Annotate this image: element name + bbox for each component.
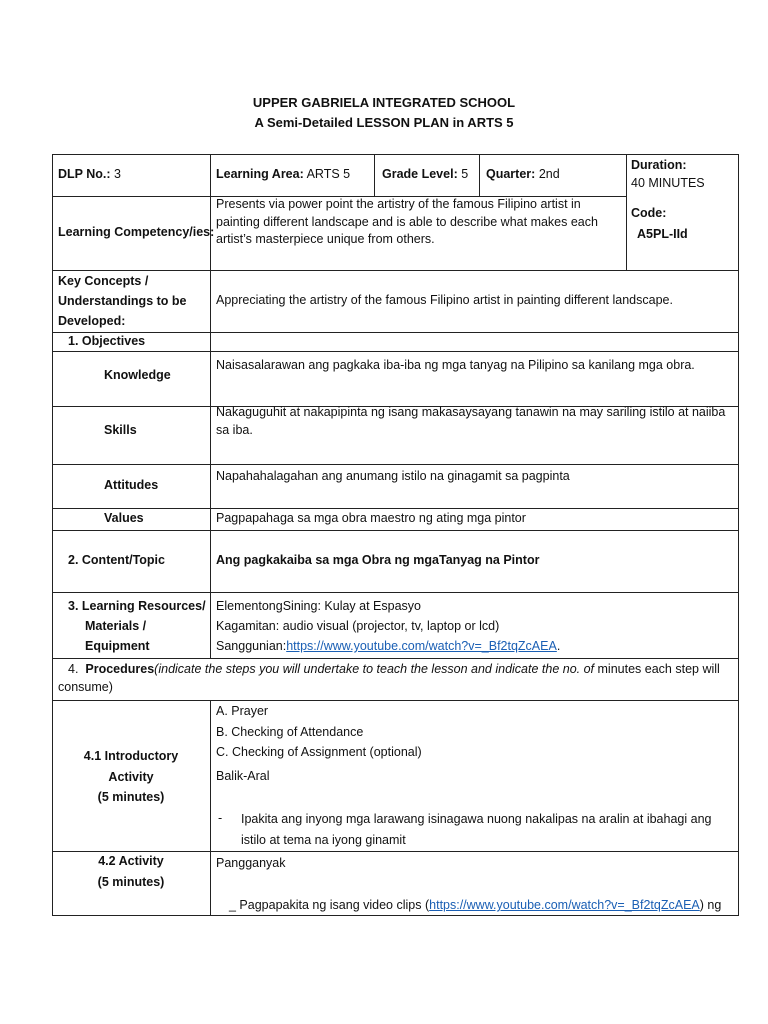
dlp-value: 3 — [114, 167, 121, 181]
competency-text: Presents via power point the artistry of the famous Filipino artist in painting different landscape and is able to describe what makes each artist’s masterpiece unique from others. — [216, 197, 598, 246]
resources-line — [216, 636, 734, 656]
learning-resources-label-line: Equipment — [85, 639, 150, 653]
competency-label: Learning Competency/ies: — [58, 225, 215, 239]
bullet-line: istilo at tema na iyong ginamit — [241, 832, 406, 847]
pangganyak-label: Pangganyak — [216, 856, 286, 870]
col-line — [738, 154, 739, 916]
row-line — [52, 658, 738, 659]
code-label: Code: — [631, 206, 667, 220]
objectives-label: 1. Objectives — [68, 334, 146, 348]
quarter-value: 2nd — [538, 167, 560, 181]
row-line — [52, 530, 738, 531]
activity-label-line: (5 minutes) — [97, 874, 165, 889]
procedures-label: Procedures — [85, 662, 155, 676]
values-label: Values — [104, 511, 144, 525]
activity-label — [52, 851, 210, 892]
intro-step: A. Prayer — [216, 704, 269, 718]
skills-text: Nakaguguhit at nakapipinta ng isang makasaysayang tanawin na may sariling istilo at naiiba sa iba. — [216, 405, 726, 437]
procedures-number: 4. — [68, 662, 79, 676]
procedures-text-line2: consume) — [58, 680, 113, 694]
balik-aral-label: Balik-Aral — [216, 768, 270, 783]
col-line — [210, 700, 211, 916]
activity-video-link[interactable]: https://www.youtube.com/watch?v=_Bf2tqZcAEA — [429, 898, 700, 912]
procedures-instruction-rest: minutes each step will — [594, 662, 720, 676]
learning-resources-label — [68, 596, 206, 656]
quarter-cell — [486, 166, 560, 184]
bullet-dash: - — [218, 811, 223, 825]
content-topic-text: Ang pagkakaiba sa mga Obra ng mgaTanyag na Pintor — [216, 553, 540, 567]
content-topic-label: 2. Content/Topic — [68, 553, 165, 567]
procedures-instruction: (indicate the steps you will undertake to teach the lesson and indicate the no. of — [154, 662, 595, 676]
learning-resources-label-line: 3. Learning Resources/ — [68, 599, 206, 613]
lesson-plan-table — [52, 154, 738, 916]
grade-level-label: Grade Level: — [382, 167, 458, 181]
learning-area-label: Learning Area: — [216, 167, 304, 181]
duration-cell — [631, 157, 705, 192]
introductory-activity-label — [52, 746, 210, 808]
col-line — [626, 154, 627, 270]
row-line — [52, 592, 738, 593]
learning-area-value: ARTS 5 — [306, 167, 351, 181]
learning-area-cell — [216, 166, 350, 184]
duration-label: Duration: — [631, 158, 687, 172]
knowledge-text: Naisasalarawan ang pagkaka iba-iba ng mga tanyag na Pilipino sa kanilang mga obra. — [216, 358, 695, 372]
dlp-label: DLP No.: — [58, 167, 111, 181]
grade-level-value: 5 — [461, 167, 469, 181]
grade-level-cell — [382, 166, 468, 184]
reference-label: Sanggunian: — [216, 639, 287, 653]
skills-label: Skills — [104, 423, 137, 437]
procedures-text — [68, 661, 734, 679]
activity-video-line — [229, 897, 738, 915]
row-line — [52, 915, 738, 916]
knowledge-label: Knowledge — [104, 368, 171, 382]
reference-suffix: . — [556, 639, 561, 653]
intro-step: B. Checking of Attendance — [216, 724, 364, 739]
key-concepts-text: Appreciating the artistry of the famous Filipino artist in painting different landscape. — [216, 293, 673, 307]
quarter-label: Quarter: — [486, 167, 536, 181]
introductory-activity-content — [216, 701, 734, 786]
row-line — [52, 464, 738, 465]
dlp-cell — [58, 166, 121, 184]
intro-label-line: Activity — [108, 769, 154, 784]
resources-line: Kagamitan: audio visual (projector, tv, laptop or lcd) — [216, 619, 500, 633]
learning-resources-label-line: Materials / — [85, 619, 147, 633]
row-line — [52, 508, 738, 509]
row-line — [52, 351, 738, 352]
col-line — [479, 154, 480, 196]
intro-step: C. Checking of Assignment (optional) — [216, 745, 422, 759]
row-line — [52, 154, 738, 155]
intro-label-line: 4.1 Introductory — [83, 749, 179, 763]
values-text: Pagpapahaga sa mga obra maestro ng ating mga pintor — [216, 511, 526, 525]
attitudes-text: Napahahalagahan ang anumang istilo na ginagamit sa pagpinta — [216, 469, 570, 483]
balik-aral-bullet — [241, 809, 736, 850]
learning-resources-text — [216, 596, 734, 656]
col-line — [374, 154, 375, 196]
attitudes-label: Attitudes — [104, 478, 159, 492]
bullet-line: Ipakita ang inyong mga larawang isinagawa nuong nakalipas na aralin at ibahagi ang — [241, 812, 712, 826]
key-concepts-label: Key Concepts / Understandings to be Developed: — [58, 274, 187, 328]
code-value: A5PL-IId — [637, 227, 688, 241]
duration-value: 40 MINUTES — [631, 175, 705, 190]
resources-line: ElementongSining: Kulay at Espasyo — [216, 599, 421, 613]
activity-video-suffix: ) ng — [699, 898, 722, 912]
lesson-plan-title: A Semi-Detailed LESSON PLAN in ARTS 5 — [254, 115, 514, 130]
intro-label-line: (5 minutes) — [97, 790, 165, 804]
youtube-link[interactable]: https://www.youtube.com/watch?v=_Bf2tqZcAEA — [286, 639, 557, 653]
activity-video-prefix: _ Pagpapakita ng isang video clips ( — [229, 898, 430, 912]
activity-label-line: 4.2 Activity — [98, 854, 164, 868]
school-name: UPPER GABRIELA INTEGRATED SCHOOL — [252, 95, 516, 110]
row-line — [52, 332, 738, 333]
